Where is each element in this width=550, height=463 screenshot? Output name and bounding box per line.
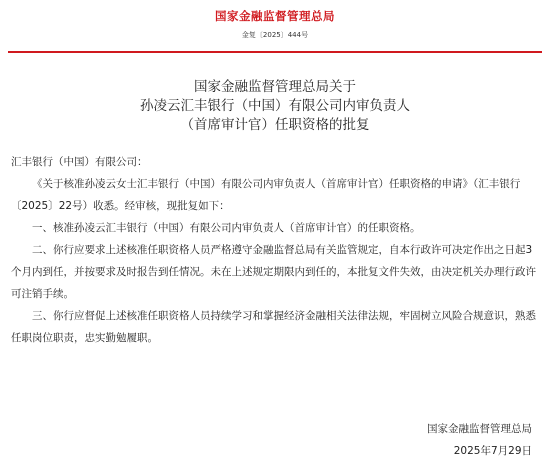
paragraph-requirements: 二、你行应要求上述核准任职资格人员严格遵守金融监督总局有关监管规定，自本行政许可决定作出之日起3个月内到任，并按要求及时报告到任情况。未在上述规定期限内到任的，本批复文件失效，由决定机关办理行政许可注销手续。 <box>11 244 536 300</box>
document-number: 金复〔2025〕444号 <box>241 31 309 39</box>
document-body <box>11 151 541 349</box>
paragraph-reference: 《关于核准孙凌云女士汇丰银行（中国）有限公司内审负责人（首席审计官）任职资格的申请》（汇丰银行〔2025〕22号）收悉。经审核，现批复如下： <box>11 178 521 212</box>
signoff-block <box>427 418 532 462</box>
title-line-2: 孙凌云汇丰银行（中国）有限公司内审负责人 <box>140 98 410 114</box>
title-line-1: 国家金融监督管理总局关于 <box>194 79 356 95</box>
paragraph-supervision: 三、你行应督促上述核准任职资格人员持续学习和掌握经济金融相关法律法规，牢固树立风险合规意识，熟悉任职岗位职责，忠实勤勉履职。 <box>11 310 536 344</box>
document-title <box>0 78 550 135</box>
title-line-3: （首席审计官）任职资格的批复 <box>180 117 370 133</box>
red-divider <box>8 51 542 53</box>
paragraph-approval: 一、核准孙凌云汇丰银行（中国）有限公司内审负责人（首席审计官）的任职资格。 <box>32 222 421 234</box>
issuer-name: 国家金融监督管理总局 <box>427 423 532 435</box>
issue-date: 2025年7月29日 <box>453 445 532 457</box>
salutation: 汇丰银行（中国）有限公司： <box>11 156 148 168</box>
agency-masthead: 国家金融监督管理总局 <box>215 9 335 23</box>
